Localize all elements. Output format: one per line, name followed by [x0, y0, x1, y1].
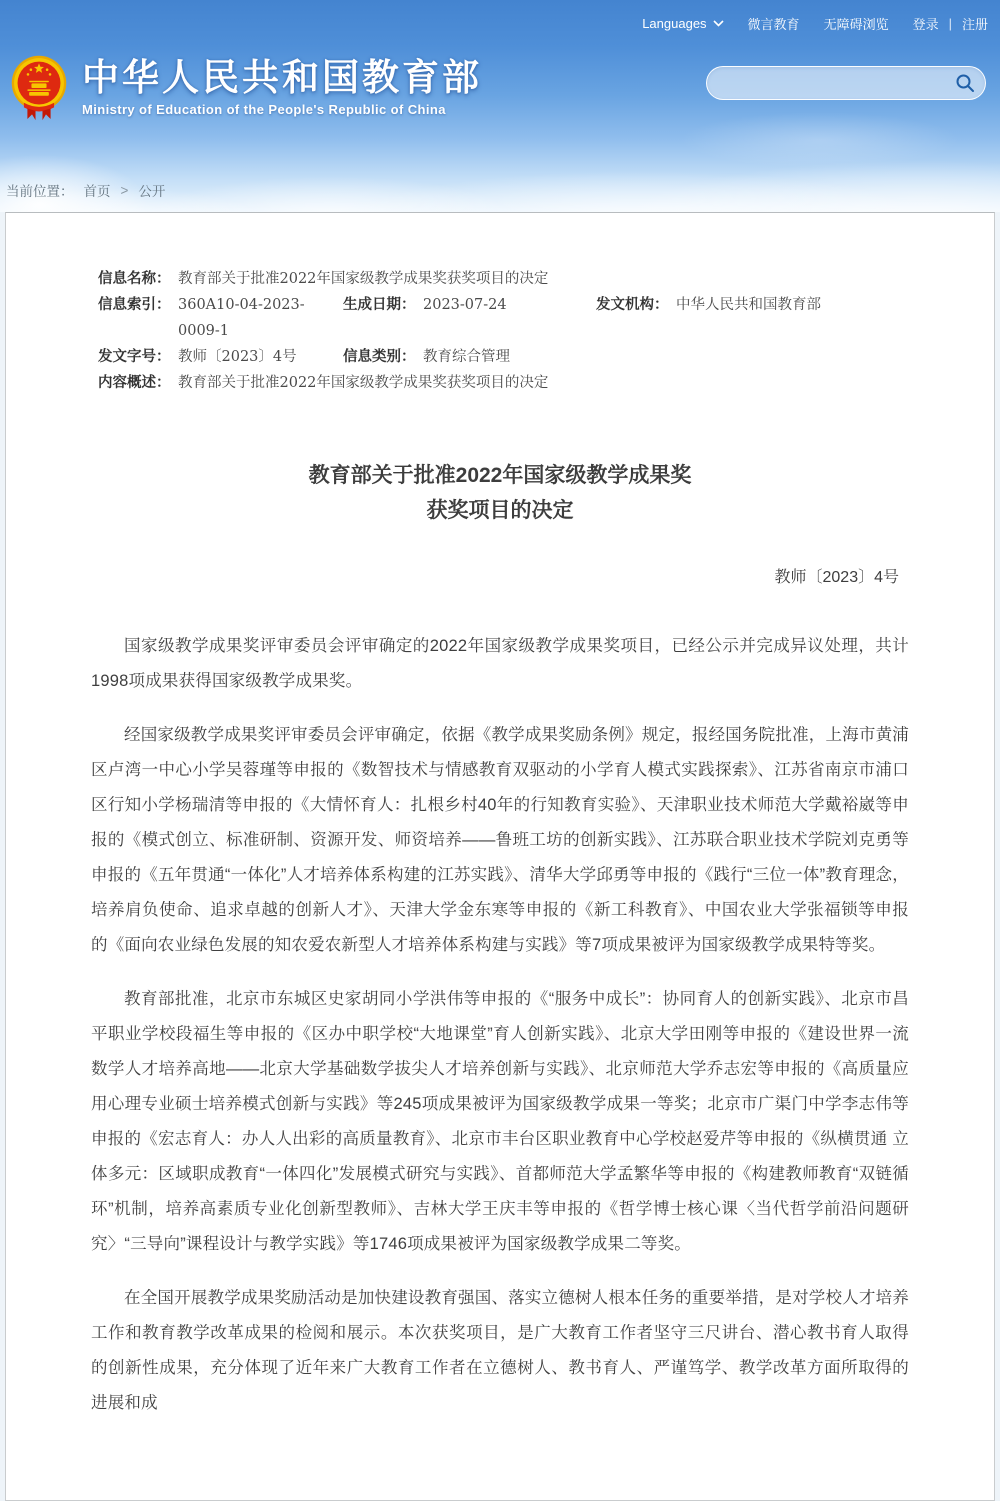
- meta-row-summary: [98, 370, 909, 396]
- topbar-divider: |: [948, 16, 952, 31]
- search-box: [706, 66, 986, 100]
- meta-issuer-label: 发文机构：: [596, 296, 669, 313]
- meta-name-value: 教育部关于批准2022年国家级教学成果奖获奖项目的决定: [178, 271, 549, 287]
- paragraph-1: 国家级教学成果奖评审委员会评审确定的2022年国家级教学成果奖项目，已经公示并完成异议处理，共计1998项成果获得国家级教学成果奖。: [91, 637, 909, 690]
- meta-summary-label: 内容概述：: [98, 374, 171, 391]
- languages-label: Languages: [642, 16, 707, 31]
- topbar-link-login[interactable]: 登录: [912, 17, 939, 32]
- search-input[interactable]: [723, 75, 955, 91]
- site-title: 中华人民共和国教育部: [82, 57, 482, 98]
- document-number: 教师〔2023〕4号: [774, 569, 899, 586]
- meta-date-label: 生成日期：: [343, 296, 416, 313]
- site-header: [0, 0, 1000, 212]
- document-body: [91, 629, 909, 1421]
- breadcrumb: [6, 180, 165, 200]
- meta-index-label: 信息索引：: [98, 296, 171, 313]
- meta-row-index: [98, 292, 909, 344]
- paragraph-3: 教育部批准，北京市东城区史家胡同小学洪伟等申报的《“服务中成长”：协同育人的创新实践》、北京市昌平职业学校段福生等申报的《区办中职学校“大地课堂”育人创新实践》、北京大学田刚等申报的《建设世界一流数学人才培养高地——北京大学基础数学拔尖人才培养创新与实践》、北京师范大学乔志宏等申报的《高质量应用心理专业硕士培养模式创新与实践》等245项成果被评为国家级教学成果一等奖；北京市广渠门中学李志伟等申报的《宏志育人：办人人出彩的高质量教育》、北京市丰台区职业教育中心学校赵爱芹等申报的《纵横贯通 立体多元：区域职成教育“一体四化”发展模式研究与实践》、首都师范大学孟繁华等申报的《构建教师教育“双链循环”机制，培养高素质专业化创新型教师》、吉林大学王庆丰等申报的《哲学博士核心课〈当代哲学前沿问题研究〉“三导向”课程设计与教学实践》等1746项成果被评为国家级教学成果二等奖。: [91, 990, 909, 1253]
- search-button[interactable]: [955, 73, 975, 93]
- meta-row-name: [98, 266, 909, 292]
- meta-row-docno: [98, 344, 909, 370]
- meta-issuer-value: 中华人民共和国教育部: [676, 297, 821, 313]
- meta-date-value: 2023-07-24: [423, 297, 507, 313]
- brand-text: [82, 56, 482, 117]
- document-title-line1: 教育部关于批准2022年国家级教学成果奖: [308, 464, 692, 487]
- breadcrumb-gongkai[interactable]: 公开: [138, 184, 166, 199]
- breadcrumb-separator: >: [120, 182, 129, 198]
- meta-category-value: 教育综合管理: [423, 349, 510, 365]
- meta-summary-value: 教育部关于批准2022年国家级教学成果奖获奖项目的决定: [178, 375, 549, 391]
- national-emblem-icon: [10, 54, 68, 126]
- meta-name-label: 信息名称：: [98, 270, 171, 287]
- topbar: [642, 14, 988, 33]
- site-subtitle: Ministry of Education of the People's Republic of China: [82, 102, 446, 117]
- document-meta: [98, 266, 909, 396]
- brand-row: [0, 52, 1000, 142]
- search-icon: [955, 73, 975, 93]
- languages-menu[interactable]: [642, 16, 723, 31]
- topbar-link-weiyan-edu[interactable]: 微言教育: [747, 17, 800, 32]
- chevron-down-icon: [713, 20, 724, 27]
- topbar-link-accessibility[interactable]: 无障碍浏览: [823, 17, 889, 32]
- paragraph-4: 在全国开展教学成果奖励活动是加快建设教育强国、落实立德树人根本任务的重要举措，是对学校人才培养工作和教育教学改革成果的检阅和展示。本次获奖项目，是广大教育工作者坚守三尺讲台、潜心教书育人取得的创新性成果，充分体现了近年来广大教育工作者在立德树人、教书育人、严谨笃学、教学改革方面所取得的进展和成: [91, 1289, 909, 1412]
- meta-docno-value: 教师〔2023〕4号: [178, 349, 297, 365]
- document-title-line2: 获奖项目的决定: [426, 499, 574, 522]
- paragraph-2: 经国家级教学成果奖评审委员会评审确定，依据《教学成果奖励条例》规定，报经国务院批准，上海市黄浦区卢湾一中心小学吴蓉瑾等申报的《数智技术与情感教育双驱动的小学育人模式实践探索》、江苏省南京市浦口区行知小学杨瑞清等申报的《大情怀育人：扎根乡村40年的行知教育实验》、天津职业技术师范大学戴裕崴等申报的《模式创立、标准研制、资源开发、师资培养——鲁班工坊的创新实践》、江苏联合职业技术学院刘克勇等申报的《五年贯通“一体化”人才培养体系构建的江苏实践》、清华大学邱勇等申报的《践行“三位一体”教育理念，培养肩负使命、追求卓越的创新人才》、天津大学金东寒等申报的《新工科教育》、中国农业大学张福锁等申报的《面向农业绿色发展的知农爱农新型人才培养体系构建与实践》等7项成果被评为国家级教学成果特等奖。: [91, 726, 909, 954]
- breadcrumb-home[interactable]: 首页: [83, 184, 111, 199]
- document-title: [91, 458, 909, 528]
- breadcrumb-label: 当前位置：: [6, 184, 74, 199]
- topbar-link-register[interactable]: 注册: [961, 17, 988, 32]
- meta-docno-label: 发文字号：: [98, 348, 171, 365]
- content-panel: [5, 212, 995, 1501]
- meta-category-label: 信息类别：: [343, 348, 416, 365]
- meta-index-value: 360A10-04-2023-0009-1: [178, 297, 305, 339]
